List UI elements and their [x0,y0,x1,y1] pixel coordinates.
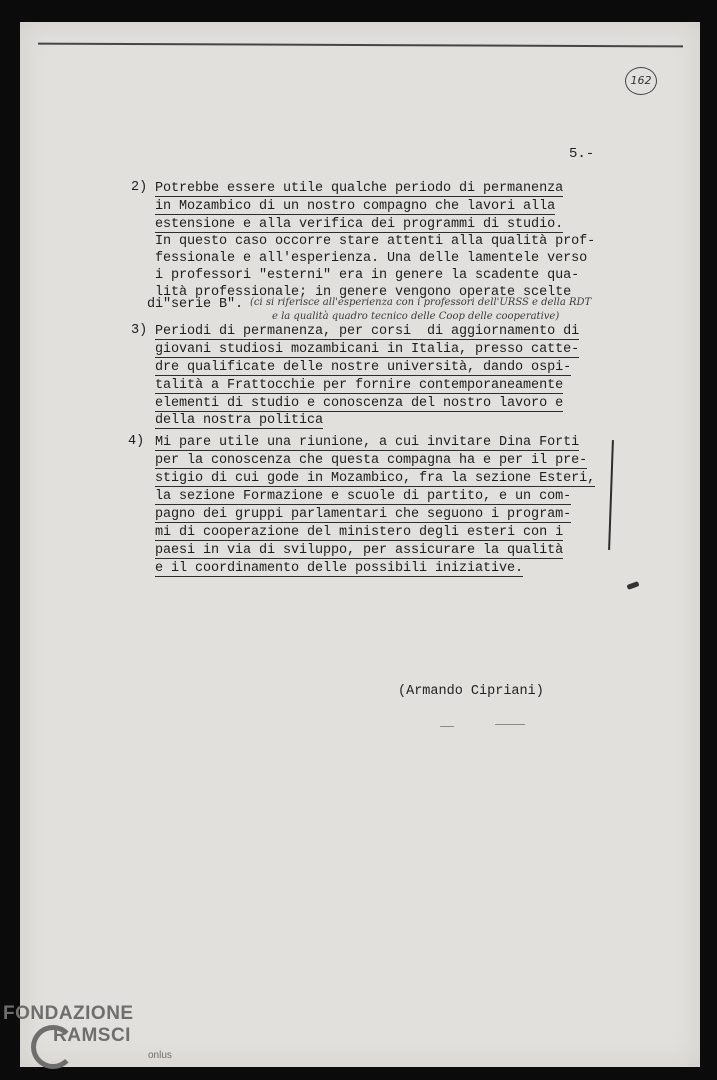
logo-text: onlus [148,1050,172,1061]
text-line: estensione e alla verifica dei programmi di studio. [155,217,564,232]
text-line: Mi pare utile una riunione, a cui invitare Dina Forti [155,435,580,450]
logo-text: RAMSCI [53,1025,131,1046]
text-line: Periodi di permanenza, per corsi di aggiornamento di [155,324,580,339]
text-line: di"serie B". [147,297,244,312]
text-line: dre qualificate delle nostre università, dando ospi- [155,360,572,375]
text-line: la sezione Formazione e scuole di partito, e un com- [155,489,572,504]
pencil-mark [495,724,525,725]
text-line: paesi in via di sviluppo, per assicurare la qualità [155,543,564,558]
text-line: elementi di studio e conoscenza del nostro lavoro e [155,396,564,411]
handwritten-note: e la qualità quadro tecnico delle Coop delle cooperative) [272,311,560,322]
signature: (Armando Cipriani) [398,684,544,699]
text-line: stigio di cui gode in Mozambico, fra la sezione Esteri, [155,471,596,486]
item-number-4: 4) [128,434,145,449]
page-number: 5.- [569,146,595,162]
text-line: i professori "esterni" era in genere la scadente qua- [155,268,580,283]
handwritten-note: (ci si riferisce all'esperienza con i professori dell'URSS e della RDT [250,297,592,308]
item-number-2: 2) [131,180,148,195]
text-line: talità a Frattocchie per fornire contemporaneamente [155,378,564,393]
text-line: e il coordinamento delle possibili iniziative. [155,561,524,576]
text-line: giovani studiosi mozambicani in Italia, presso catte- [155,342,580,357]
text-line: della nostra politica [155,413,324,428]
text-line: mi di cooperazione del ministero degli esteri con i [155,525,564,540]
pencil-mark [440,726,454,727]
text-line: in Mozambico di un nostro compagno che lavori alla [155,199,556,214]
text-line: Potrebbe essere utile qualche periodo di permanenza [155,181,564,196]
text-line: pagno dei gruppi parlamentari che seguono i program- [155,507,572,522]
text-line: fessionale e all'esperienza. Una delle lamentele verso [155,251,588,266]
text-line: In questo caso occorre stare attenti alla qualità prof- [155,234,596,249]
text-line: lità professionale; in genere vengono operate scelte [155,285,572,300]
item-number-3: 3) [131,323,148,338]
archive-stamp: 162 [625,67,657,95]
logo-text: FONDAZIONE [3,1003,134,1024]
text-line: per la conoscenza che questa compagna ha e per il pre- [155,453,588,468]
